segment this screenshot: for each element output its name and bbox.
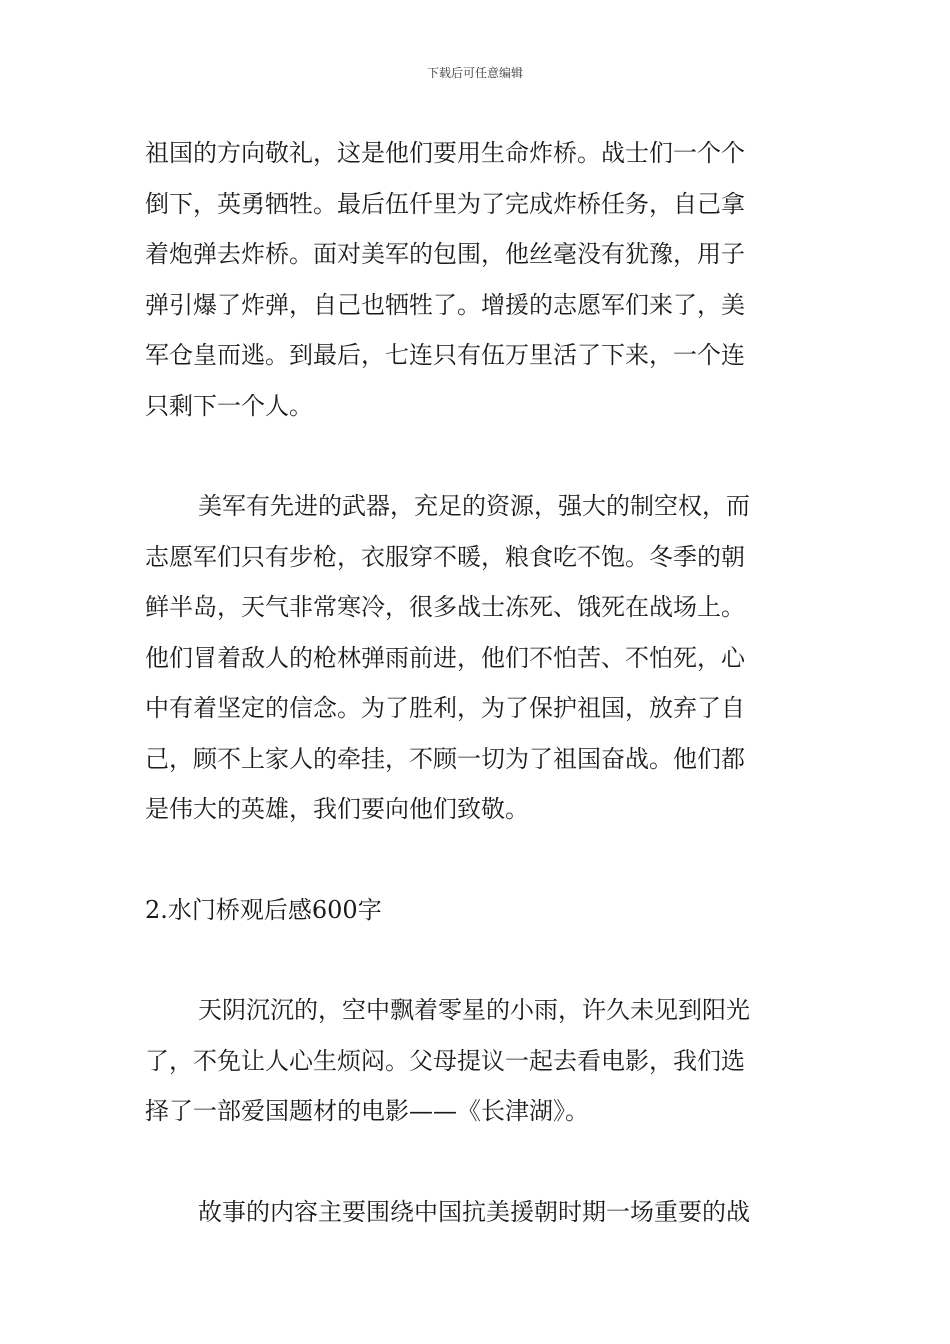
paragraph-gap — [145, 835, 807, 885]
text-line: 军仓皇而逃。到最后，七连只有伍万里活了下来，一个连 — [145, 341, 745, 369]
paragraph-gap — [145, 935, 807, 985]
text-line: 中有着坚定的信念。为了胜利，为了保护祖国，放弃了自 — [145, 694, 745, 722]
text-line: 鲜半岛，天气非常寒冷，很多战士冻死、饿死在战场上。 — [145, 593, 745, 621]
paragraph-gap — [145, 1137, 807, 1187]
text-line: 是伟大的英雄，我们要向他们致敬。 — [145, 795, 529, 823]
paragraph-us-army — [145, 481, 807, 835]
text-line: 己，顾不上家人的牵挂，不顾一切为了祖国奋战。他们都 — [145, 744, 745, 773]
page-header: 下载后可任意编辑 — [426, 66, 523, 80]
text-line: 弹引爆了炸弹，自己也牺牲了。增援的志愿军们来了，美 — [145, 290, 745, 319]
paragraph-story-content — [145, 1187, 807, 1238]
paragraph-gap — [145, 431, 807, 481]
paragraph-cloudy-day — [145, 985, 807, 1137]
heading-text: 2.水门桥观后感600字 — [145, 895, 382, 924]
text-line: 志愿军们只有步枪，衣服穿不暖，粮食吃不饱。冬季的朝 — [145, 542, 745, 571]
text-line: 择了一部爱国题材的电影——《长津湖》。 — [145, 1097, 589, 1125]
paragraph-battle-bridge — [145, 128, 807, 431]
text-line: 天阴沉沉的，空中飘着零星的小雨，许久未见到阳光 — [198, 996, 750, 1024]
document-body — [145, 128, 807, 1237]
text-line: 美军有先进的武器，充足的资源，强大的制空权，而 — [198, 492, 750, 520]
text-line: 他们冒着敌人的枪林弹雨前进，他们不怕苦、不怕死，心 — [145, 643, 745, 672]
text-line: 故事的内容主要围绕中国抗美援朝时期一场重要的战 — [198, 1197, 750, 1226]
text-line: 祖国的方向敬礼，这是他们要用生命炸桥。战士们一个个 — [145, 139, 745, 167]
text-line: 倒下，英勇牺牲。最后伍仟里为了完成炸桥任务，自己拿 — [145, 189, 745, 218]
text-line: 只剩下一个人。 — [145, 391, 313, 420]
text-line: 着炮弹去炸桥。面对美军的包围，他丝毫没有犹豫，用子 — [145, 240, 745, 268]
section-heading — [145, 885, 807, 936]
text-line: 了，不免让人心生烦闷。父母提议一起去看电影，我们选 — [145, 1046, 745, 1075]
